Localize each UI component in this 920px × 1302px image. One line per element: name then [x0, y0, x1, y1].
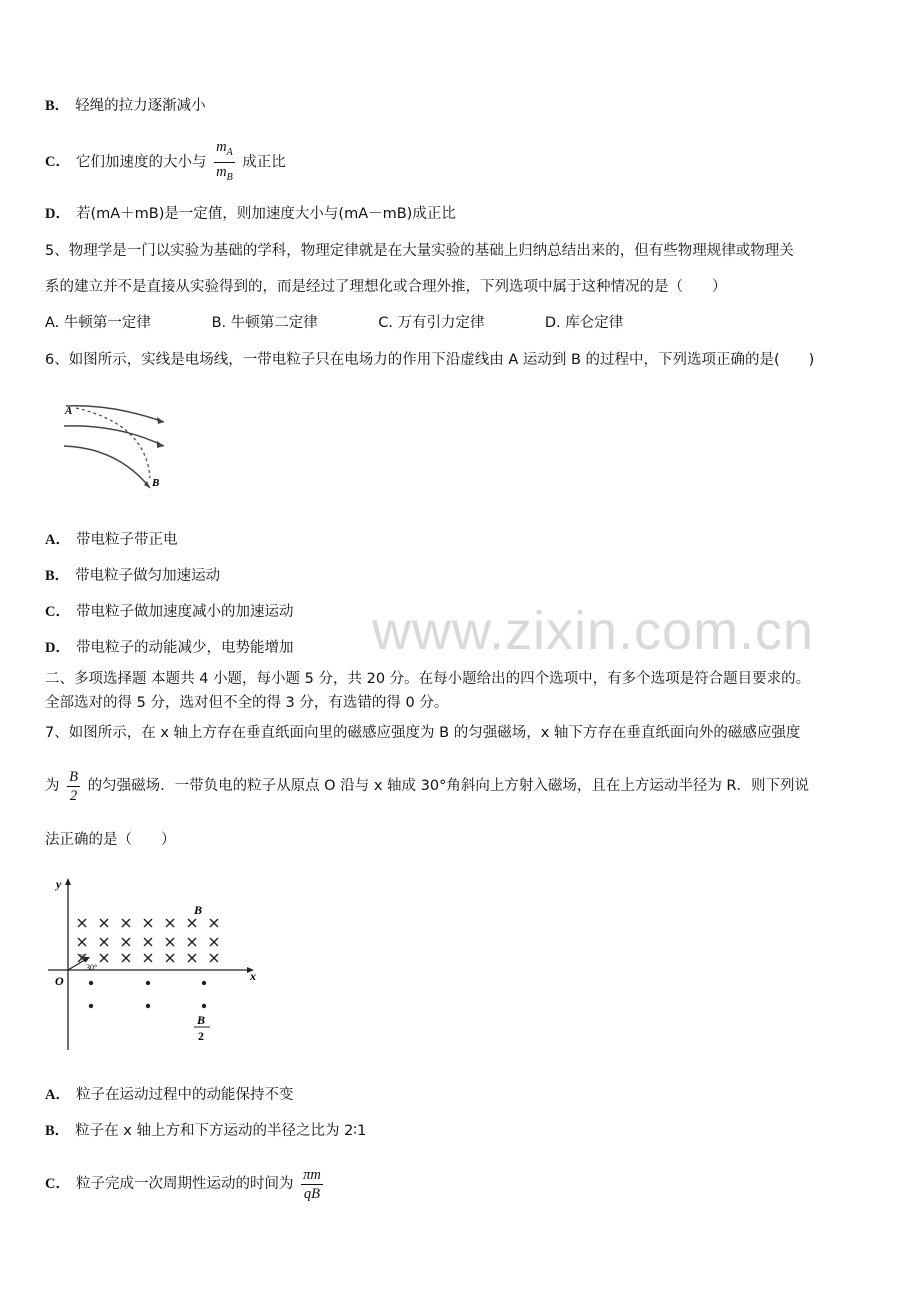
- q5-stem-line1: 5、物理学是一门以实验为基础的学科，物理定律就是在大量实验的基础上归纳总结出来的，但有些物理规律或物理关: [45, 243, 794, 259]
- field-out-of-page-dots: [89, 981, 206, 1008]
- magnetic-field-figure: [44, 874, 264, 1052]
- q6-option-c: C． 带电粒子做加速度减小的加速运动: [45, 604, 294, 620]
- q5-option-c: C. 万有引力定律: [378, 315, 485, 331]
- section2-instructions-line2: 全部选对的得 5 分，选对但不全的得 3 分，有选错的得 0 分。: [45, 695, 449, 711]
- field-arrow-1: [157, 417, 164, 424]
- y-axis-arrow: [65, 878, 71, 885]
- q6-option-b: B． 带电粒子做匀加速运动: [45, 568, 221, 584]
- velocity-label: v: [80, 951, 84, 960]
- point-b-label: B: [152, 477, 160, 489]
- field-line-3: [64, 446, 150, 488]
- q7-stem-line3: 法正确的是（ ）: [45, 832, 176, 848]
- q7-option-c: C． 粒子完成一次周期性运动的时间为 $\frac{\pi m}{qB}$: [45, 1166, 321, 1202]
- x-label: x: [250, 969, 256, 983]
- q4-option-d: D． 若(mA＋mB)是一定值，则加速度大小与(mA－mB)成正比: [45, 206, 456, 222]
- field-arrow-2: [157, 441, 164, 448]
- q4-option-c: C． 它们加速度的大小与 $\frac{m_A}{m_B}$ 成正比: [45, 138, 286, 187]
- q5-option-b: B. 牛顿第二定律: [211, 315, 318, 331]
- q7-stem-line2: 为 $\frac{B}{2}$ 的匀强磁场．一带负电的粒子从原点 O 沿与 x 轴成 30°角斜向上方射入磁场，且在上方运动半径为 R．则下列说: [45, 768, 809, 804]
- q6-option-a: A． 带电粒子带正电: [45, 532, 178, 548]
- field-line-1: [66, 406, 164, 422]
- field-line-2: [64, 426, 164, 446]
- origin-label: O: [55, 974, 64, 988]
- field-into-page-crosses: [78, 919, 218, 962]
- particle-path: [76, 408, 150, 478]
- upper-field-label: B: [194, 903, 203, 917]
- section2-instructions-line1: 二、多项选择题 本题共 4 小题，每小题 5 分，共 20 分。在每小题给出的四个选项中，有多个选项是符合题目要求的。: [45, 671, 811, 687]
- q5-stem-line2: 系的建立并不是直接从实验得到的，而是经过了理想化或合理外推，下列选项中属于这种情况的是（ ）: [45, 279, 727, 295]
- point-a-label: A: [65, 405, 73, 417]
- half-b-fraction: $\frac{B}{2}$: [69, 768, 78, 804]
- y-label: y: [56, 877, 62, 891]
- mass-ratio-fraction: $\frac{m_A}{m_B}$: [216, 139, 233, 183]
- period-fraction: $\frac{\pi m}{qB}$: [303, 1166, 321, 1202]
- q6-stem: 6、如图所示，实线是电场线，一带电粒子只在电场力的作用下沿虚线由 A 运动到 B 的过程中，下列选项正确的是( ): [45, 352, 815, 368]
- q5-options: [45, 312, 623, 334]
- angle-label: 30°: [86, 963, 98, 972]
- q7-stem-line1: 7、如图所示，在 x 轴上方存在垂直纸面向里的磁感应强度为 B 的匀强磁场，x 轴下方存在垂直纸面向外的磁感应强度: [45, 725, 801, 741]
- q5-option-d: D. 库仑定律: [544, 315, 624, 331]
- electric-field-figure: [58, 396, 178, 500]
- q6-option-d: D． 带电粒子的动能减少，电势能增加: [45, 640, 294, 656]
- q5-option-a: A. 牛顿第一定律: [45, 315, 151, 331]
- q4-option-b: B． 轻绳的拉力逐渐减小: [45, 98, 206, 114]
- watermark: www.zixin.com.cn: [372, 601, 815, 661]
- lower-field-num: B: [197, 1013, 206, 1027]
- q7-option-b: B． 粒子在 x 轴上方和下方运动的半径之比为 2∶1: [45, 1123, 367, 1139]
- lower-field-den: 2: [198, 1029, 204, 1043]
- q7-option-a: A． 粒子在运动过程中的动能保持不变: [45, 1087, 294, 1103]
